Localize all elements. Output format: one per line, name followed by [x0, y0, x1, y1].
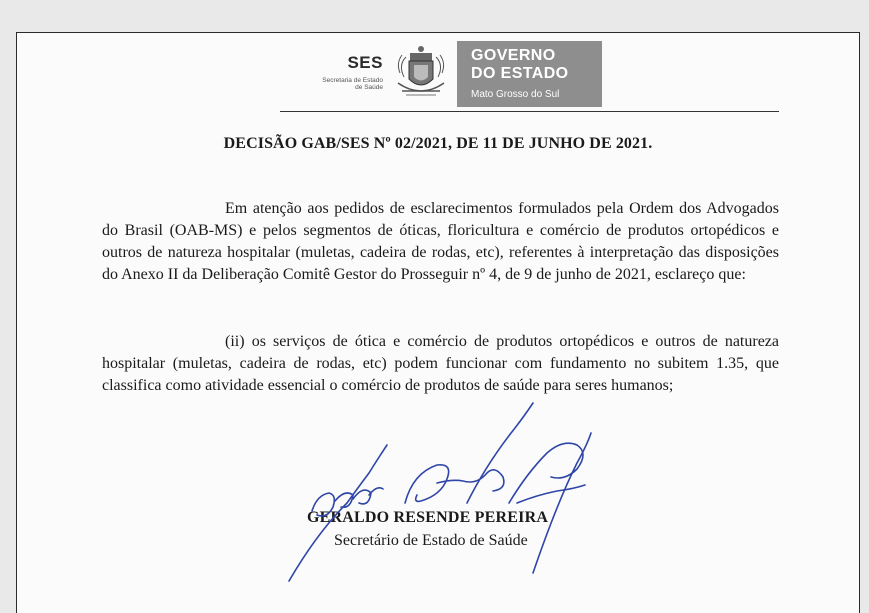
document-page: [16, 32, 860, 613]
ses-subtitle: [279, 77, 383, 91]
signatory-name: GERALDO RESENDE PEREIRA: [307, 509, 549, 526]
document-title: DECISÃO GAB/SES Nº 02/2021, DE 11 DE JUNHO DE 2021.: [223, 135, 653, 152]
state-coat-of-arms-icon: [392, 43, 450, 105]
ses-logo: [279, 53, 383, 91]
header-divider: [280, 111, 779, 112]
ses-subtitle-line1: Secretaria de Estado: [322, 77, 383, 84]
gov-line3: Mato Grosso do Sul: [471, 89, 560, 100]
signatory-role: Secretário de Estado de Saúde: [334, 532, 528, 549]
paragraph-1: Em atenção aos pedidos de esclarecimentos formulados pela Ordem dos Advogados do Brasil (OAB-MS) e pelos segmentos de óticas, floricultura e comércio de produtos ortopédicos e outros de natureza hospitalar (muletas, cadeira de rodas, etc), referentes à interpretação das disposições do Anexo II da Deliberação Comitê Gestor do Prosseguir nº 4, de 9 de junho de 2021, esclareço que:: [102, 200, 779, 283]
paragraph-2: (ii) os serviços de ótica e comércio de produtos ortopédicos e outros de natureza hospitalar (muletas, cadeira de rodas, etc) podem funcionar com fundamento no subitem 1.35, que classifica como atividade essencial o comércio de produtos de saúde para seres humanos;: [102, 333, 779, 394]
ses-title: SES: [347, 53, 383, 72]
gov-line2: DO ESTADO: [471, 65, 569, 82]
governo-logo: [457, 41, 602, 107]
ses-subtitle-line2: de Saúde: [355, 84, 383, 91]
gov-line1: GOVERNO: [471, 47, 556, 64]
